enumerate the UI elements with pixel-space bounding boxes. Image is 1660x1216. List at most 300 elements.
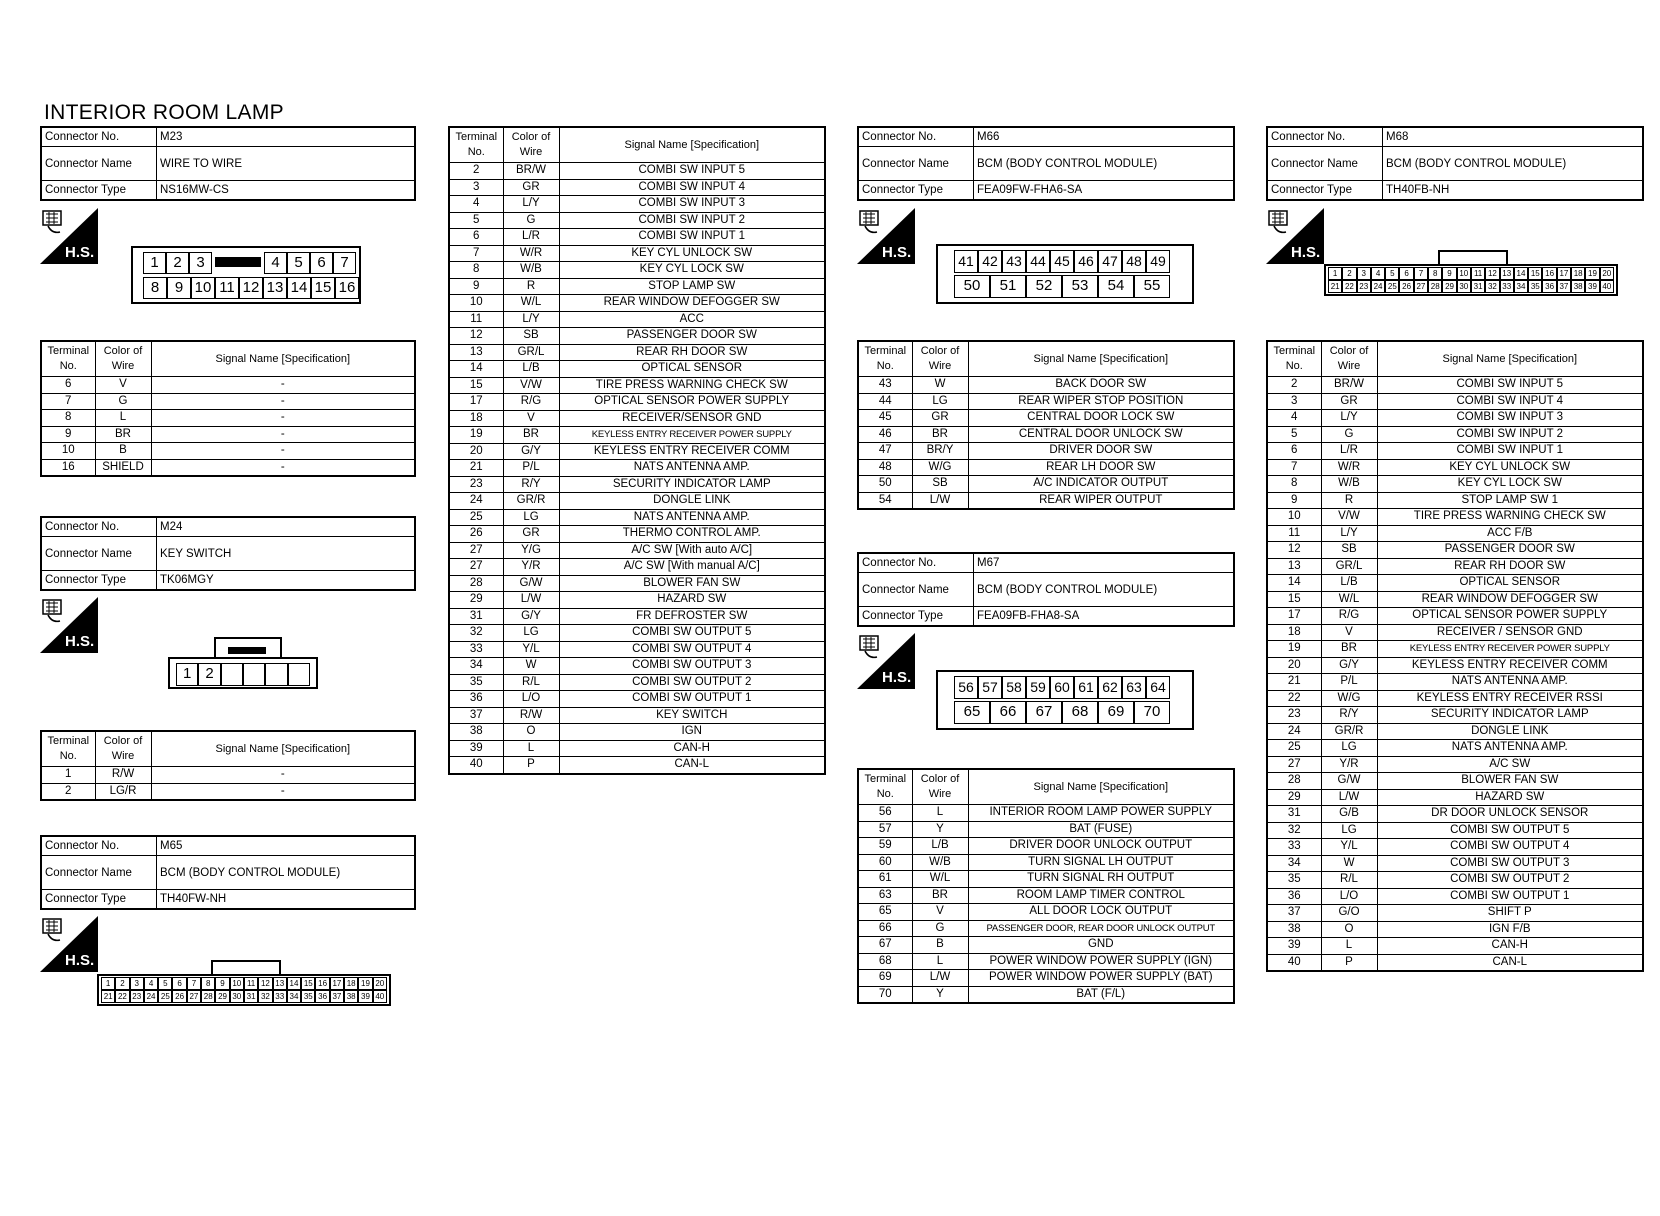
signal-name: REAR LH DOOR SW bbox=[968, 459, 1234, 476]
table-row bbox=[1267, 591, 1643, 608]
connector-pin: 19 bbox=[1585, 267, 1599, 280]
terminal-no: 40 bbox=[1267, 954, 1321, 971]
signal-name: POWER WINDOW POWER SUPPLY (BAT) bbox=[968, 970, 1234, 987]
connector-m24-diagram bbox=[168, 637, 326, 695]
terminal-no: 8 bbox=[1267, 476, 1321, 493]
connector-pin: 23 bbox=[130, 990, 144, 1003]
connector-pin: 29 bbox=[215, 990, 229, 1003]
table-row bbox=[858, 920, 1234, 937]
table-row bbox=[449, 328, 825, 345]
table-row bbox=[1267, 657, 1643, 674]
connector-pin: 9 bbox=[1442, 267, 1456, 280]
terminal-no: 6 bbox=[41, 377, 95, 394]
signal-name: - bbox=[151, 410, 415, 427]
connector-m66-info bbox=[857, 126, 1235, 201]
connector-pin: 21 bbox=[101, 990, 115, 1003]
table-row bbox=[858, 805, 1234, 822]
connector-pin: 70 bbox=[1134, 701, 1170, 724]
wire-color: GR bbox=[503, 526, 559, 543]
terminal-no: 7 bbox=[1267, 459, 1321, 476]
connector-pin: 8 bbox=[201, 977, 215, 990]
terminal-no: 48 bbox=[858, 459, 912, 476]
terminal-no: 2 bbox=[1267, 377, 1321, 394]
table-row bbox=[1267, 608, 1643, 625]
connector-pin: 36 bbox=[315, 990, 329, 1003]
connector-m67-info bbox=[857, 552, 1235, 627]
terminal-no: 67 bbox=[858, 937, 912, 954]
wire-color: W/B bbox=[503, 262, 559, 279]
signal-name: REAR RH DOOR SW bbox=[559, 344, 825, 361]
table-row bbox=[449, 427, 825, 444]
terminal-no: 7 bbox=[449, 245, 503, 262]
connector-type-label: Connector Type bbox=[41, 181, 157, 201]
table-row bbox=[858, 887, 1234, 904]
signal-name: PASSENGER DOOR SW bbox=[1377, 542, 1643, 559]
wire-color: R/L bbox=[1321, 872, 1377, 889]
terminal-no: 16 bbox=[41, 459, 95, 476]
signal-name: COMBI SW INPUT 3 bbox=[1377, 410, 1643, 427]
terminal-no: 27 bbox=[449, 542, 503, 559]
connector-pin: 26 bbox=[1399, 280, 1413, 293]
wire-color: L bbox=[503, 740, 559, 757]
wire-color: G/W bbox=[1321, 773, 1377, 790]
connector-pin: 40 bbox=[1600, 280, 1614, 293]
terminal-no: 13 bbox=[1267, 558, 1321, 575]
wire-color: O bbox=[503, 724, 559, 741]
hs-label: H.S. bbox=[65, 244, 95, 261]
terminal-no: 27 bbox=[449, 559, 503, 576]
wire-color: O bbox=[1321, 921, 1377, 938]
connector-pin: 19 bbox=[358, 977, 372, 990]
table-row bbox=[858, 443, 1234, 460]
connector-pin: 22 bbox=[115, 990, 129, 1003]
signal-name-header: Signal Name [Specification] bbox=[968, 769, 1234, 805]
terminal-no: 37 bbox=[1267, 905, 1321, 922]
signal-name: BAT (FUSE) bbox=[968, 821, 1234, 838]
terminal-no: 34 bbox=[1267, 855, 1321, 872]
table-row bbox=[449, 707, 825, 724]
terminal-no-header: Terminal No. bbox=[1267, 341, 1321, 377]
table-row bbox=[449, 377, 825, 394]
connector-pin: 1 bbox=[1328, 267, 1342, 280]
signal-name: PASSENGER DOOR SW bbox=[559, 328, 825, 345]
table-row bbox=[1267, 921, 1643, 938]
signal-name: - bbox=[151, 393, 415, 410]
wire-color: L/W bbox=[912, 492, 968, 509]
connector-pin: 2 bbox=[1342, 267, 1356, 280]
terminal-no: 14 bbox=[449, 361, 503, 378]
signal-name: NATS ANTENNA AMP. bbox=[559, 509, 825, 526]
connector-name-value: KEY SWITCH bbox=[157, 537, 416, 571]
wire-color: W/B bbox=[1321, 476, 1377, 493]
wire-color: GR bbox=[503, 179, 559, 196]
terminal-no: 69 bbox=[858, 970, 912, 987]
terminal-no: 10 bbox=[1267, 509, 1321, 526]
terminal-no-header: Terminal No. bbox=[449, 127, 503, 163]
table-row bbox=[449, 394, 825, 411]
connector-pin: 18 bbox=[1571, 267, 1585, 280]
signal-name: KEYLESS ENTRY RECEIVER POWER SUPPLY bbox=[1377, 641, 1643, 658]
connector-pin: 27 bbox=[187, 990, 201, 1003]
signal-name: REAR WIPER OUTPUT bbox=[968, 492, 1234, 509]
wire-color: R/Y bbox=[503, 476, 559, 493]
table-row bbox=[1267, 542, 1643, 559]
connector-no-value: M23 bbox=[157, 127, 416, 147]
table-row bbox=[858, 953, 1234, 970]
hs-label: H.S. bbox=[882, 669, 912, 686]
table-row bbox=[858, 459, 1234, 476]
connector-pin: 56 bbox=[954, 676, 978, 699]
connector-pin: 50 bbox=[954, 275, 990, 298]
wire-color: V bbox=[1321, 624, 1377, 641]
connector-m68-diagram bbox=[1324, 250, 1624, 302]
connector-pin: 8 bbox=[143, 277, 167, 299]
terminal-table-m68 bbox=[1266, 340, 1644, 972]
connector-name-value: WIRE TO WIRE bbox=[157, 147, 416, 181]
terminal-table-m66 bbox=[857, 340, 1235, 510]
terminal-table-m65 bbox=[448, 126, 826, 775]
signal-name: - bbox=[151, 783, 415, 800]
terminal-no: 3 bbox=[1267, 393, 1321, 410]
connector-type-value: TH40FW-NH bbox=[157, 890, 416, 910]
connector-pin: 39 bbox=[358, 990, 372, 1003]
terminal-no: 24 bbox=[449, 493, 503, 510]
pin-grid bbox=[1324, 264, 1618, 296]
connector-pin: 24 bbox=[144, 990, 158, 1003]
connector-pin: 59 bbox=[1026, 676, 1050, 699]
table-row bbox=[449, 476, 825, 493]
signal-name: NATS ANTENNA AMP. bbox=[1377, 674, 1643, 691]
connector-pin: 1 bbox=[176, 663, 198, 686]
table-row bbox=[449, 493, 825, 510]
signal-name: REAR RH DOOR SW bbox=[1377, 558, 1643, 575]
signal-name: PASSENGER DOOR, REAR DOOR UNLOCK OUTPUT bbox=[968, 920, 1234, 937]
wire-color: L/W bbox=[1321, 789, 1377, 806]
connector-pin: 32 bbox=[1485, 280, 1499, 293]
signal-name: DRIVER DOOR SW bbox=[968, 443, 1234, 460]
connector-type-label: Connector Type bbox=[858, 607, 974, 627]
table-row bbox=[1267, 492, 1643, 509]
terminal-no: 4 bbox=[1267, 410, 1321, 427]
table-row bbox=[1267, 855, 1643, 872]
wire-color: W/G bbox=[912, 459, 968, 476]
connector-pin: 9 bbox=[215, 977, 229, 990]
terminal-no: 63 bbox=[858, 887, 912, 904]
signal-name: A/C SW bbox=[1377, 756, 1643, 773]
connector-pin: 45 bbox=[1050, 250, 1074, 273]
connector-pin: 35 bbox=[301, 990, 315, 1003]
connector-pin: 44 bbox=[1026, 250, 1050, 273]
wire-color: G/W bbox=[503, 575, 559, 592]
signal-name: BLOWER FAN SW bbox=[1377, 773, 1643, 790]
signal-name: REAR WINDOW DEFOGGER SW bbox=[1377, 591, 1643, 608]
table-row bbox=[858, 377, 1234, 394]
connector-no-label: Connector No. bbox=[41, 517, 157, 537]
wire-color: BR bbox=[95, 426, 151, 443]
terminal-no: 60 bbox=[858, 854, 912, 871]
wire-color: GR/R bbox=[1321, 723, 1377, 740]
wire-color: GR bbox=[1321, 393, 1377, 410]
pin-grid bbox=[936, 670, 1194, 730]
signal-name: OPTICAL SENSOR POWER SUPPLY bbox=[559, 394, 825, 411]
connector-pin: 2 bbox=[166, 252, 189, 274]
connector-no-value: M66 bbox=[974, 127, 1235, 147]
signal-name: COMBI SW OUTPUT 2 bbox=[1377, 872, 1643, 889]
connector-pin: 4 bbox=[1371, 267, 1385, 280]
signal-name: A/C SW [With manual A/C] bbox=[559, 559, 825, 576]
signal-name: CENTRAL DOOR LOCK SW bbox=[968, 410, 1234, 427]
connector-pin bbox=[243, 663, 265, 686]
wire-color: SB bbox=[1321, 542, 1377, 559]
table-row bbox=[41, 459, 415, 476]
signal-name: KEYLESS ENTRY RECEIVER RSSI bbox=[1377, 690, 1643, 707]
connector-pin: 17 bbox=[1557, 267, 1571, 280]
table-row bbox=[1267, 905, 1643, 922]
signal-name: COMBI SW OUTPUT 5 bbox=[559, 625, 825, 642]
table-row bbox=[858, 871, 1234, 888]
wire-color-header: Color of Wire bbox=[95, 341, 151, 377]
connector-pin: 17 bbox=[330, 977, 344, 990]
table-row bbox=[41, 443, 415, 460]
connector-pin: 54 bbox=[1098, 275, 1134, 298]
connector-type-value: FEA09FW-FHA6-SA bbox=[974, 181, 1235, 201]
signal-name: KEYLESS ENTRY RECEIVER POWER SUPPLY bbox=[559, 427, 825, 444]
wire-color: L/R bbox=[1321, 443, 1377, 460]
connector-pin: 6 bbox=[310, 252, 333, 274]
connector-name-value: BCM (BODY CONTROL MODULE) bbox=[974, 147, 1235, 181]
signal-name: DR DOOR UNLOCK SENSOR bbox=[1377, 806, 1643, 823]
connector-pin: 7 bbox=[333, 252, 356, 274]
table-row bbox=[449, 212, 825, 229]
wire-color: GR/R bbox=[503, 493, 559, 510]
signal-name: KEYLESS ENTRY RECEIVER COMM bbox=[1377, 657, 1643, 674]
wire-color: BR/W bbox=[1321, 377, 1377, 394]
signal-name: SECURITY INDICATOR LAMP bbox=[559, 476, 825, 493]
signal-name: DONGLE LINK bbox=[559, 493, 825, 510]
terminal-no: 31 bbox=[449, 608, 503, 625]
connector-type-label: Connector Type bbox=[41, 890, 157, 910]
connector-pin: 65 bbox=[954, 701, 990, 724]
harness-side-icon bbox=[40, 916, 98, 972]
terminal-no-header: Terminal No. bbox=[858, 341, 912, 377]
wire-color: SB bbox=[503, 328, 559, 345]
terminal-no: 17 bbox=[1267, 608, 1321, 625]
table-row bbox=[1267, 872, 1643, 889]
terminal-no: 15 bbox=[1267, 591, 1321, 608]
connector-no-value: M68 bbox=[1383, 127, 1644, 147]
table-row bbox=[41, 393, 415, 410]
wire-color: G/Y bbox=[503, 608, 559, 625]
wire-color: L/B bbox=[503, 361, 559, 378]
terminal-no: 9 bbox=[41, 426, 95, 443]
table-row bbox=[1267, 624, 1643, 641]
terminal-no: 25 bbox=[449, 509, 503, 526]
wire-color: LG bbox=[503, 625, 559, 642]
table-row bbox=[449, 592, 825, 609]
connector-pin: 14 bbox=[287, 277, 311, 299]
table-row bbox=[858, 838, 1234, 855]
table-row bbox=[858, 492, 1234, 509]
connector-pin: 58 bbox=[1002, 676, 1026, 699]
wire-color: GR/L bbox=[503, 344, 559, 361]
connector-name-label: Connector Name bbox=[41, 856, 157, 890]
connector-pin: 40 bbox=[373, 990, 387, 1003]
wire-color: R/W bbox=[95, 767, 151, 784]
wire-color: Y/L bbox=[503, 641, 559, 658]
signal-name: A/C INDICATOR OUTPUT bbox=[968, 476, 1234, 493]
table-row bbox=[1267, 690, 1643, 707]
pin-grid bbox=[936, 244, 1194, 304]
connector-pin: 51 bbox=[990, 275, 1026, 298]
wire-color: GR bbox=[912, 410, 968, 427]
table-row bbox=[858, 904, 1234, 921]
signal-name: COMBI SW OUTPUT 1 bbox=[559, 691, 825, 708]
table-row bbox=[41, 426, 415, 443]
connector-pin: 13 bbox=[273, 977, 287, 990]
table-row bbox=[1267, 888, 1643, 905]
signal-name-header: Signal Name [Specification] bbox=[1377, 341, 1643, 377]
connector-pin: 31 bbox=[244, 990, 258, 1003]
terminal-no: 2 bbox=[41, 783, 95, 800]
signal-name: TIRE PRESS WARNING CHECK SW bbox=[559, 377, 825, 394]
signal-name: ALL DOOR LOCK OUTPUT bbox=[968, 904, 1234, 921]
connector-m23-info bbox=[40, 126, 416, 201]
connector-pin: 10 bbox=[191, 277, 215, 299]
terminal-no: 29 bbox=[449, 592, 503, 609]
signal-name-header: Signal Name [Specification] bbox=[151, 731, 415, 767]
table-row bbox=[1267, 938, 1643, 955]
table-row bbox=[449, 658, 825, 675]
terminal-no: 24 bbox=[1267, 723, 1321, 740]
connector-no-label: Connector No. bbox=[41, 836, 157, 856]
connector-pin: 13 bbox=[1500, 267, 1514, 280]
wire-color: G/O bbox=[1321, 905, 1377, 922]
connector-pin: 39 bbox=[1585, 280, 1599, 293]
terminal-no: 39 bbox=[1267, 938, 1321, 955]
connector-pin: 28 bbox=[201, 990, 215, 1003]
wire-color: L/R bbox=[503, 229, 559, 246]
terminal-no: 65 bbox=[858, 904, 912, 921]
connector-m65-diagram bbox=[97, 960, 397, 1008]
table-row bbox=[858, 426, 1234, 443]
connector-pin: 66 bbox=[990, 701, 1026, 724]
signal-name-header: Signal Name [Specification] bbox=[968, 341, 1234, 377]
wire-color: G bbox=[503, 212, 559, 229]
wire-color-header: Color of Wire bbox=[1321, 341, 1377, 377]
table-row bbox=[449, 608, 825, 625]
table-row bbox=[1267, 822, 1643, 839]
connector-pin: 61 bbox=[1074, 676, 1098, 699]
table-row bbox=[1267, 426, 1643, 443]
connector-no-value: M24 bbox=[157, 517, 416, 537]
terminal-no: 61 bbox=[858, 871, 912, 888]
table-row bbox=[449, 724, 825, 741]
signal-name: CAN-H bbox=[1377, 938, 1643, 955]
wire-color: B bbox=[95, 443, 151, 460]
table-row bbox=[449, 625, 825, 642]
wire-color: L bbox=[912, 805, 968, 822]
wire-color: W bbox=[912, 377, 968, 394]
signal-name: BACK DOOR SW bbox=[968, 377, 1234, 394]
wire-color-header: Color of Wire bbox=[95, 731, 151, 767]
wire-color: W/L bbox=[503, 295, 559, 312]
connector-pin: 1 bbox=[143, 252, 166, 274]
table-row bbox=[41, 410, 415, 427]
wire-color: W bbox=[503, 658, 559, 675]
wire-color: G bbox=[95, 393, 151, 410]
wire-color: G bbox=[912, 920, 968, 937]
signal-name-header: Signal Name [Specification] bbox=[151, 341, 415, 377]
connector-pin: 26 bbox=[172, 990, 186, 1003]
signal-name: COMBI SW OUTPUT 3 bbox=[1377, 855, 1643, 872]
signal-name: BAT (F/L) bbox=[968, 986, 1234, 1003]
table-row bbox=[41, 783, 415, 800]
connector-pin: 38 bbox=[1571, 280, 1585, 293]
terminal-no: 19 bbox=[1267, 641, 1321, 658]
wire-color: Y/R bbox=[1321, 756, 1377, 773]
signal-name: GND bbox=[968, 937, 1234, 954]
signal-name: IGN F/B bbox=[1377, 921, 1643, 938]
signal-name: CAN-H bbox=[559, 740, 825, 757]
connector-no-label: Connector No. bbox=[41, 127, 157, 147]
signal-name: KEY CYL UNLOCK SW bbox=[1377, 459, 1643, 476]
signal-name: COMBI SW OUTPUT 4 bbox=[559, 641, 825, 658]
wire-color: BR bbox=[912, 887, 968, 904]
connector-pin: 15 bbox=[311, 277, 335, 299]
wire-color: V/W bbox=[1321, 509, 1377, 526]
connector-type-value: TK06MGY bbox=[157, 571, 416, 591]
connector-pin bbox=[288, 663, 310, 686]
terminal-no: 33 bbox=[449, 641, 503, 658]
table-row bbox=[449, 757, 825, 774]
wire-color: R/G bbox=[503, 394, 559, 411]
signal-name: THERMO CONTROL AMP. bbox=[559, 526, 825, 543]
connector-m67-diagram bbox=[936, 670, 1196, 732]
signal-name: DONGLE LINK bbox=[1377, 723, 1643, 740]
terminal-no: 70 bbox=[858, 986, 912, 1003]
connector-pin: 55 bbox=[1134, 275, 1170, 298]
table-row bbox=[449, 179, 825, 196]
wire-color: LG bbox=[1321, 740, 1377, 757]
connector-pin: 62 bbox=[1098, 676, 1122, 699]
terminal-no: 40 bbox=[449, 757, 503, 774]
table-row bbox=[1267, 558, 1643, 575]
table-row bbox=[449, 526, 825, 543]
wire-color-header: Color of Wire bbox=[912, 341, 968, 377]
signal-name: - bbox=[151, 443, 415, 460]
connector-pin: 68 bbox=[1062, 701, 1098, 724]
wire-color: R/Y bbox=[1321, 707, 1377, 724]
signal-name: CAN-L bbox=[1377, 954, 1643, 971]
pin-grid bbox=[131, 246, 361, 304]
connector-pin: 5 bbox=[1385, 267, 1399, 280]
terminal-no: 32 bbox=[1267, 822, 1321, 839]
table-row bbox=[1267, 773, 1643, 790]
table-row bbox=[449, 311, 825, 328]
terminal-no: 38 bbox=[1267, 921, 1321, 938]
connector-type-value: NS16MW-CS bbox=[157, 181, 416, 201]
signal-name: KEY SWITCH bbox=[559, 707, 825, 724]
table-row bbox=[449, 443, 825, 460]
signal-name: - bbox=[151, 426, 415, 443]
wire-color: LG bbox=[503, 509, 559, 526]
signal-name: INTERIOR ROOM LAMP POWER SUPPLY bbox=[968, 805, 1234, 822]
signal-name: COMBI SW INPUT 3 bbox=[559, 196, 825, 213]
table-row bbox=[858, 393, 1234, 410]
terminal-no: 66 bbox=[858, 920, 912, 937]
table-row bbox=[1267, 459, 1643, 476]
connector-pin: 41 bbox=[954, 250, 978, 273]
